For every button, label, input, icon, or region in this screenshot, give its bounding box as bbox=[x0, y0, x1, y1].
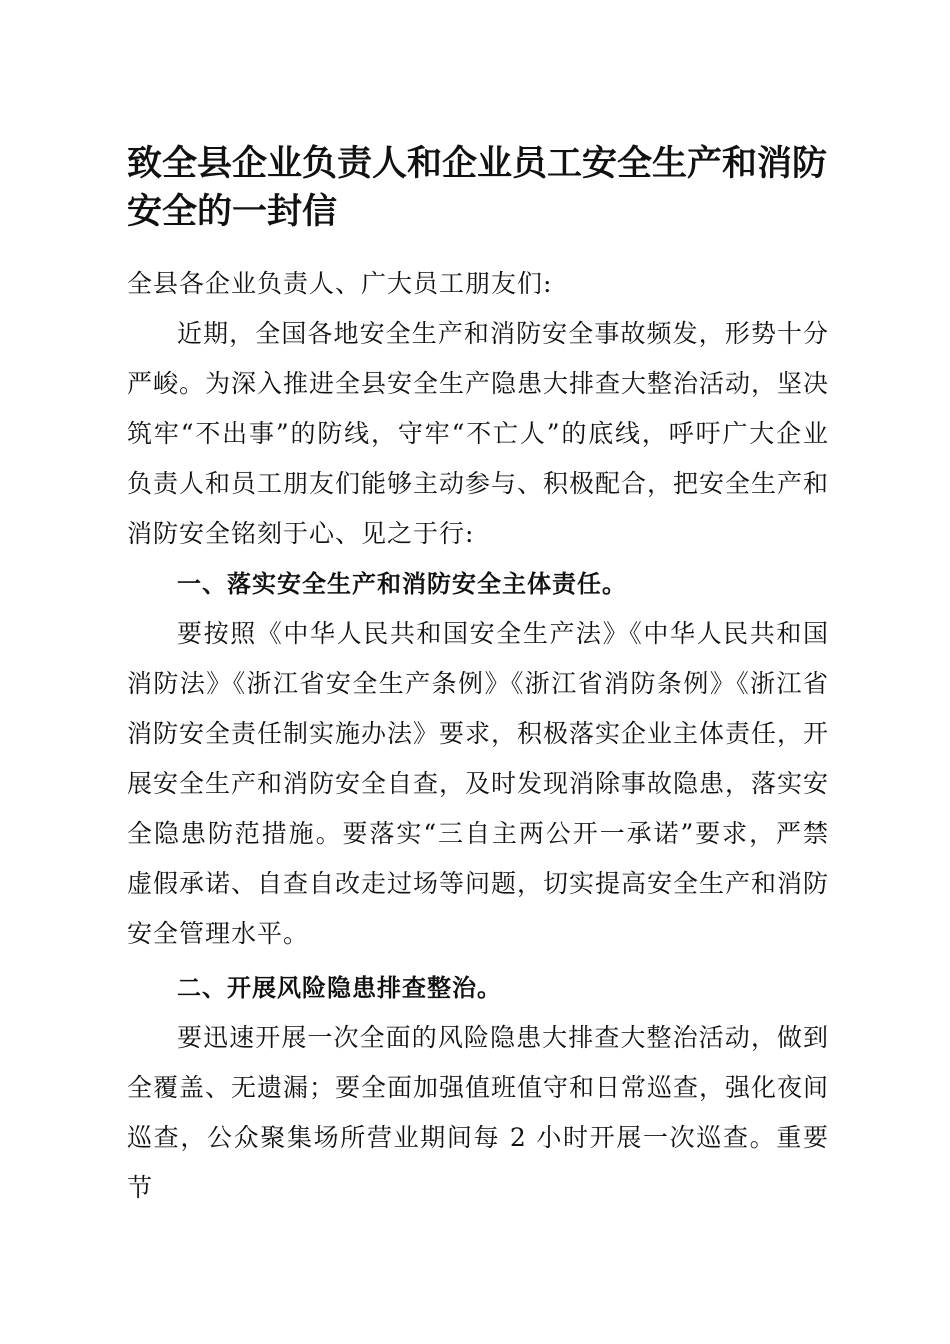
letter-title: 致全县企业负责人和企业员工安全生产和消防安全的一封信 bbox=[127, 143, 828, 232]
section-heading-2: 二、开展风险隐患排查整治。 bbox=[177, 974, 502, 1002]
intro-paragraph: 近期，全国各地安全生产和消防安全事故频发，形势十分严峻。为深入推进全县安全生产隐患大排查大整治活动，坚决筑牢“不出事”的防线，守牢“不亡人”的底线，呼吁广大企业负责人和员工朋友们能够主动参与、积极配合，把安全生产和消防安全铭刻于心、见之于行: bbox=[127, 319, 830, 548]
section-heading-1: 一、落实安全生产和消防安全主体责任。 bbox=[177, 570, 627, 598]
section-body-1: 要按照《中华人民共和国安全生产法》《中华人民共和国消防法》《浙江省安全生产条例》《浙江省消防条例》《浙江省消防安全责任制实施办法》要求，积极落实企业主体责任，开展安全生产和消防安全自查，及时发现消除事故隐患，落实安全隐患防范措施。要落实“三自主两公开一承诺”要求，严禁虚假承诺、自查自改走过场等问题，切实提高安全生产和消防安全管理水平。 bbox=[127, 619, 830, 948]
letter-page bbox=[127, 140, 829, 1213]
section-body-2: 要迅速开展一次全面的风险隐患大排查大整治活动，做到全覆盖、无遗漏；要全面加强值班值守和日常巡查，强化夜间巡查，公众聚集场所营业期间每 2 小时开展一次巡查。重要节 bbox=[127, 1023, 830, 1202]
salutation: 全县各企业负责人、广大员工朋友们: bbox=[127, 269, 553, 298]
